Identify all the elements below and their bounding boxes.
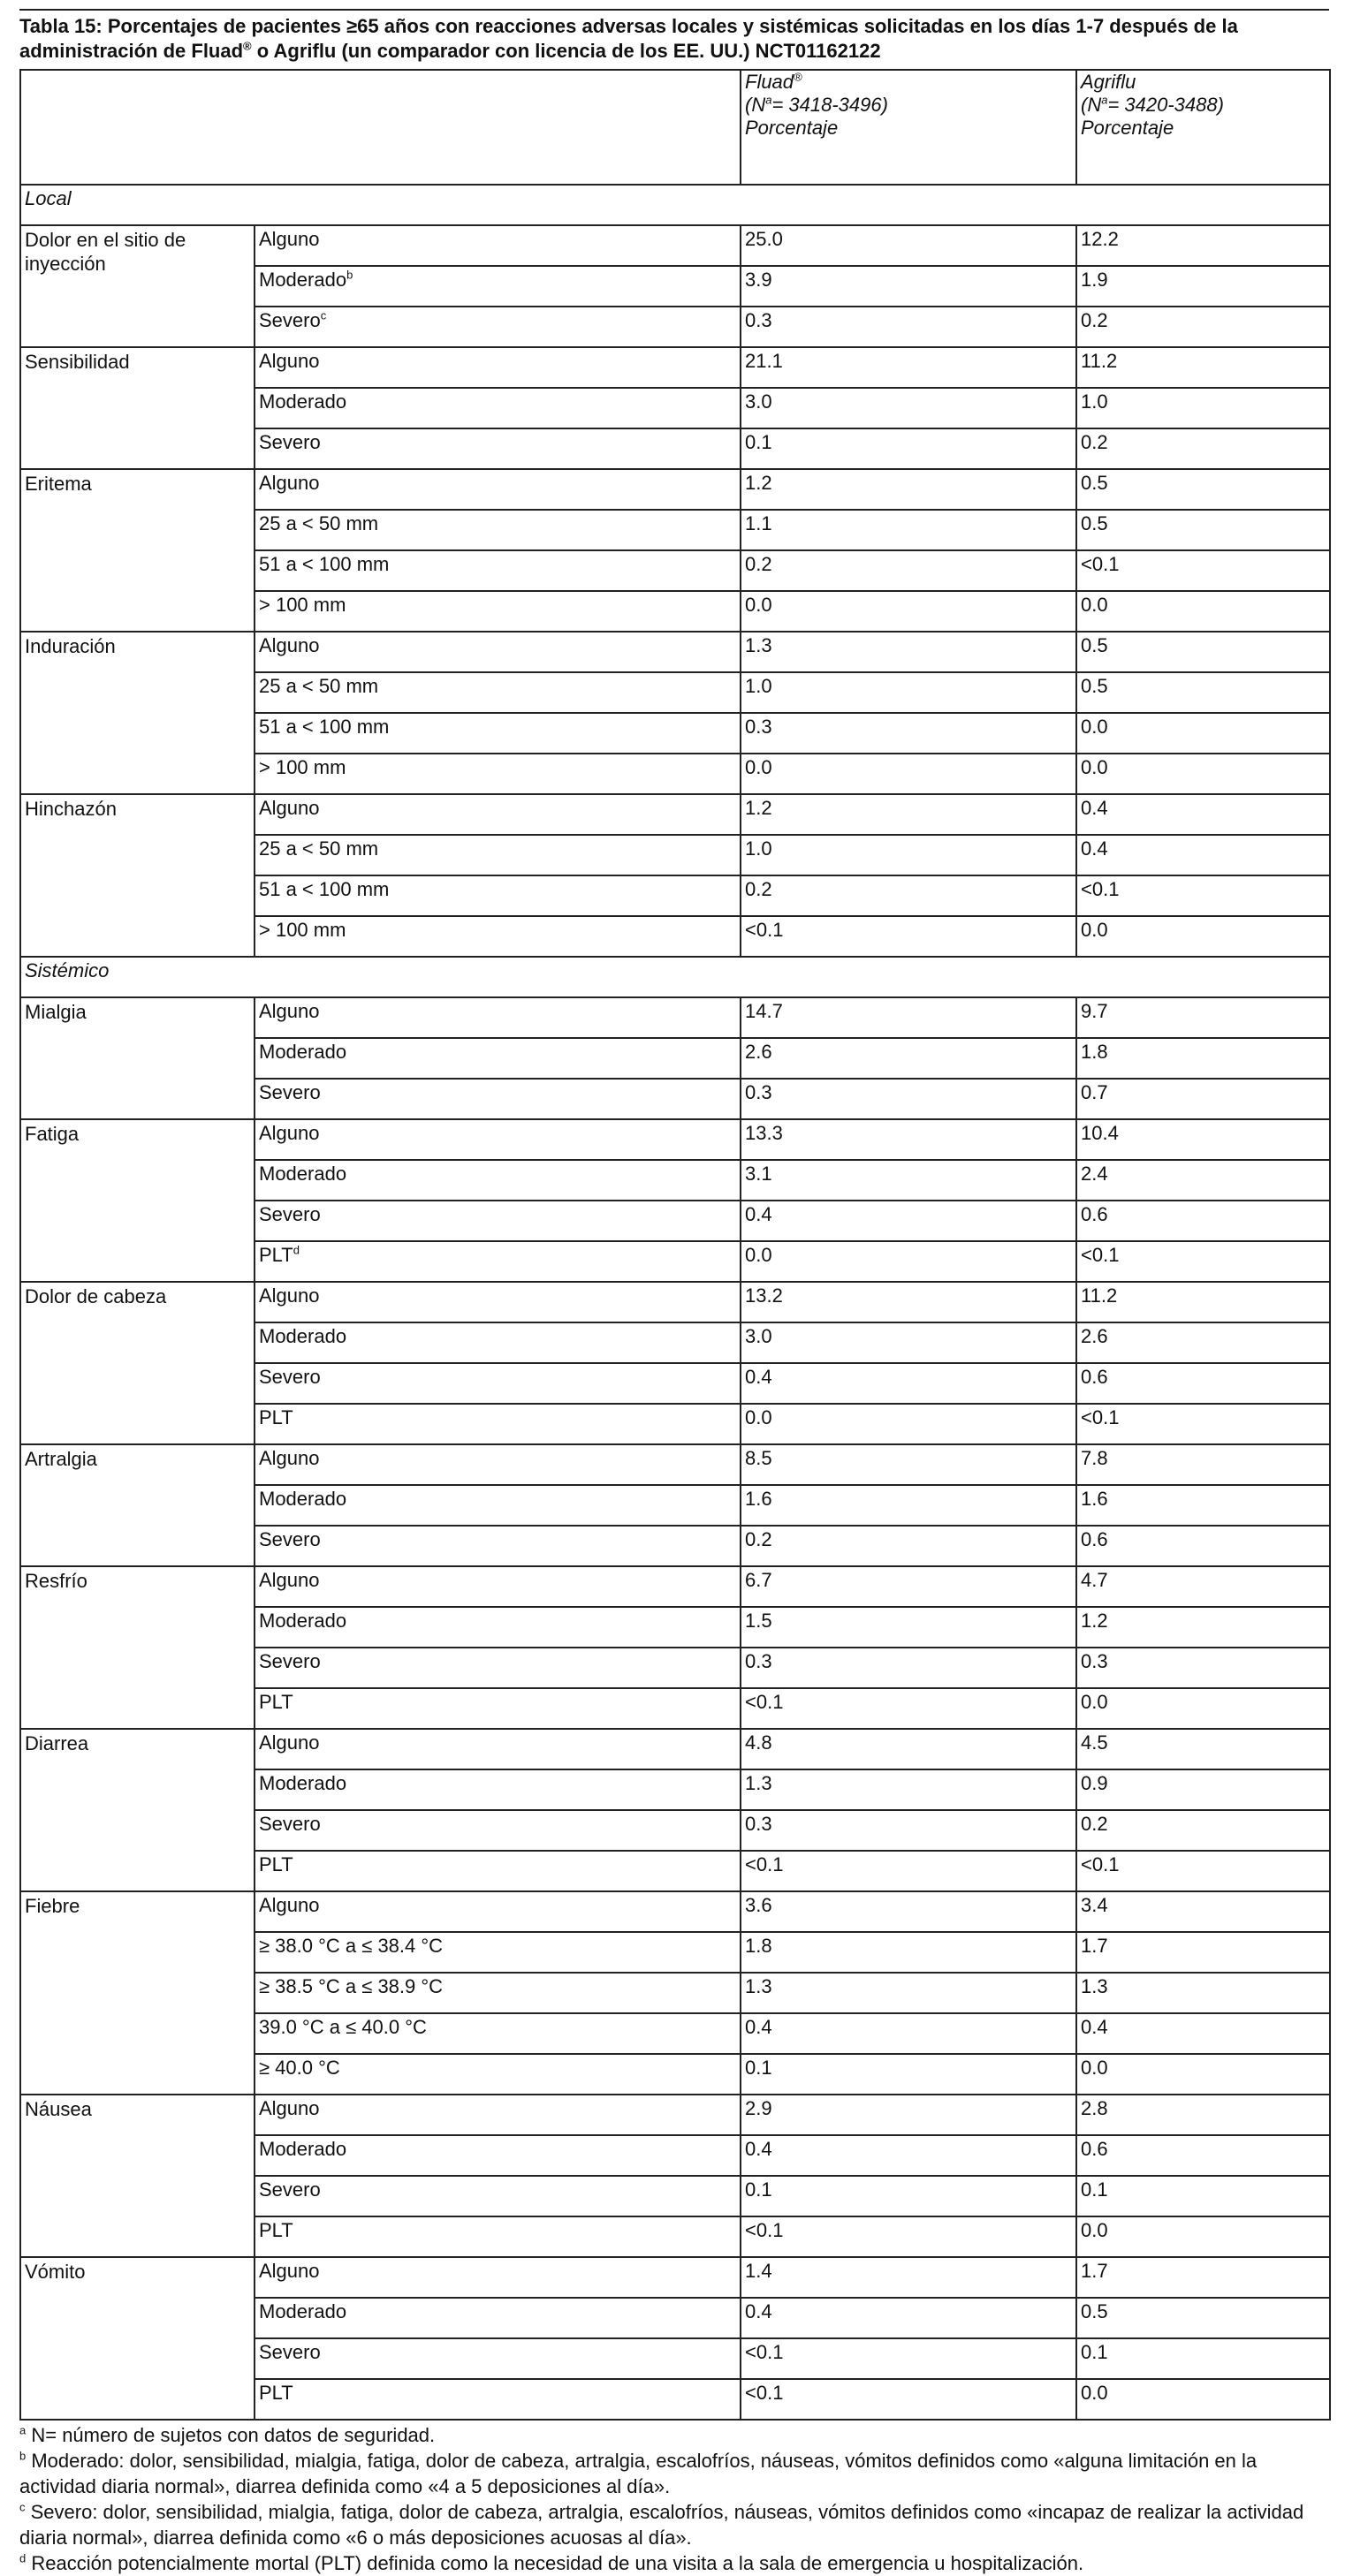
condition-name: Artralgia bbox=[20, 1444, 255, 1566]
agriflu-value: 0.5 bbox=[1076, 672, 1330, 713]
agriflu-unit: Porcentaje bbox=[1081, 117, 1174, 139]
severity-label: ≥ 38.0 °C a ≤ 38.4 °C bbox=[259, 1935, 444, 1957]
severity-cell bbox=[255, 1485, 741, 1526]
severity-label: 39.0 °C a ≤ 40.0 °C bbox=[259, 2016, 427, 2038]
section-title: Sistémico bbox=[20, 957, 1330, 997]
severity-label: Moderado bbox=[259, 1041, 347, 1063]
fluad-value: 0.4 bbox=[741, 2013, 1076, 2054]
severity-label: Alguno bbox=[259, 1569, 320, 1591]
severity-label: Moderado bbox=[259, 1488, 347, 1510]
severity-label: Severo bbox=[259, 309, 321, 331]
fluad-value: 0.4 bbox=[741, 2298, 1076, 2338]
fluad-n-prefix: (N bbox=[745, 94, 766, 116]
fluad-value: 1.0 bbox=[741, 835, 1076, 875]
agriflu-value: 0.0 bbox=[1076, 713, 1330, 754]
footnote-mark: d bbox=[19, 2551, 27, 2565]
severity-label: Alguno bbox=[259, 1122, 320, 1144]
severity-label: Alguno bbox=[259, 1000, 320, 1022]
table-row bbox=[20, 1444, 1330, 1485]
severity-cell bbox=[255, 754, 741, 794]
condition-name: Fatiga bbox=[20, 1119, 255, 1282]
severity-label: Moderado bbox=[259, 2300, 347, 2322]
agriflu-value: 0.6 bbox=[1076, 1201, 1330, 1241]
agriflu-value: 1.0 bbox=[1076, 388, 1330, 428]
severity-cell bbox=[255, 2135, 741, 2176]
fluad-n-sup: a bbox=[765, 93, 772, 107]
agriflu-value: 0.9 bbox=[1076, 1769, 1330, 1810]
severity-cell bbox=[255, 794, 741, 835]
agriflu-value: 0.3 bbox=[1076, 1648, 1330, 1688]
footnote bbox=[19, 2422, 1329, 2448]
fluad-value: 4.8 bbox=[741, 1729, 1076, 1769]
severity-label: Alguno bbox=[259, 1447, 320, 1469]
table-row bbox=[20, 1282, 1330, 1322]
fluad-value: 6.7 bbox=[741, 1566, 1076, 1607]
agriflu-value: 0.4 bbox=[1076, 835, 1330, 875]
severity-cell bbox=[255, 2257, 741, 2298]
fluad-value: 0.0 bbox=[741, 1241, 1076, 1282]
caption-middle: 65 años con reacciones adversas locales y sistémicas solicitadas en los días 1-7 después de la administración de Fluad bbox=[19, 15, 1238, 62]
severity-label: Severo bbox=[259, 1650, 321, 1672]
condition-name: Induración bbox=[20, 632, 255, 794]
severity-label: Severo bbox=[259, 1203, 321, 1225]
condition-name: Mialgia bbox=[20, 997, 255, 1119]
agriflu-value: 11.2 bbox=[1076, 1282, 1330, 1322]
agriflu-value: 1.7 bbox=[1076, 2257, 1330, 2298]
fluad-value: 0.4 bbox=[741, 1201, 1076, 1241]
table-body bbox=[20, 185, 1330, 2420]
agriflu-name: Agriflu bbox=[1081, 71, 1136, 93]
fluad-value: 1.2 bbox=[741, 469, 1076, 510]
severity-label: Moderado bbox=[259, 269, 347, 291]
table-row bbox=[20, 997, 1330, 1038]
agriflu-value: 0.0 bbox=[1076, 754, 1330, 794]
severity-cell bbox=[255, 1079, 741, 1119]
fluad-value: 0.2 bbox=[741, 1526, 1076, 1566]
severity-cell bbox=[255, 469, 741, 510]
severity-label: Moderado bbox=[259, 1325, 347, 1347]
agriflu-value: 2.4 bbox=[1076, 1160, 1330, 1201]
severity-cell bbox=[255, 916, 741, 957]
agriflu-value: 0.0 bbox=[1076, 2216, 1330, 2257]
condition-name: Sensibilidad bbox=[20, 347, 255, 469]
fluad-value: <0.1 bbox=[741, 2338, 1076, 2379]
severity-cell bbox=[255, 428, 741, 469]
severity-cell bbox=[255, 2379, 741, 2420]
agriflu-value: 11.2 bbox=[1076, 347, 1330, 388]
severity-label: Alguno bbox=[259, 228, 320, 250]
severity-label: Alguno bbox=[259, 2097, 320, 2119]
severity-cell bbox=[255, 307, 741, 347]
severity-cell bbox=[255, 672, 741, 713]
severity-cell bbox=[255, 2216, 741, 2257]
severity-cell bbox=[255, 713, 741, 754]
severity-cell bbox=[255, 1932, 741, 1973]
severity-cell bbox=[255, 1282, 741, 1322]
agriflu-value: 0.2 bbox=[1076, 428, 1330, 469]
table-row bbox=[20, 632, 1330, 672]
severity-cell bbox=[255, 1891, 741, 1932]
severity-label: Alguno bbox=[259, 1284, 320, 1307]
agriflu-value: 0.5 bbox=[1076, 469, 1330, 510]
agriflu-value: <0.1 bbox=[1076, 875, 1330, 916]
fluad-value: 1.8 bbox=[741, 1932, 1076, 1973]
severity-label: Severo bbox=[259, 1813, 321, 1835]
fluad-value: 0.3 bbox=[741, 1648, 1076, 1688]
footnote-mark: b bbox=[346, 268, 353, 282]
severity-label: Moderado bbox=[259, 1163, 347, 1185]
agriflu-value: 4.5 bbox=[1076, 1729, 1330, 1769]
footnote-text: N= número de sujetos con datos de seguridad. bbox=[26, 2424, 436, 2446]
fluad-value: 3.9 bbox=[741, 266, 1076, 307]
severity-cell bbox=[255, 2054, 741, 2095]
fluad-value: <0.1 bbox=[741, 1688, 1076, 1729]
caption-registered-mark: ® bbox=[243, 39, 252, 53]
severity-cell bbox=[255, 2095, 741, 2135]
footnote-text: Reacción potencialmente mortal (PLT) definida como la necesidad de una visita a la sala de emergencia u hospitalización. bbox=[26, 2552, 1084, 2574]
adverse-reactions-table bbox=[19, 69, 1331, 2421]
severity-label: Alguno bbox=[259, 634, 320, 656]
severity-cell bbox=[255, 2298, 741, 2338]
severity-cell bbox=[255, 2176, 741, 2216]
fluad-value: 1.4 bbox=[741, 2257, 1076, 2298]
fluad-value: 1.5 bbox=[741, 1607, 1076, 1648]
condition-name: Resfrío bbox=[20, 1566, 255, 1729]
severity-cell bbox=[255, 1769, 741, 1810]
fluad-value: 2.6 bbox=[741, 1038, 1076, 1079]
agriflu-value: 1.8 bbox=[1076, 1038, 1330, 1079]
severity-cell bbox=[255, 1810, 741, 1851]
fluad-n-value: = 3418-3496) bbox=[771, 94, 888, 116]
severity-label: PLT bbox=[259, 1244, 293, 1266]
agriflu-value: 3.4 bbox=[1076, 1891, 1330, 1932]
fluad-value: 21.1 bbox=[741, 347, 1076, 388]
agriflu-value: 0.0 bbox=[1076, 1688, 1330, 1729]
severity-cell bbox=[255, 225, 741, 266]
severity-cell bbox=[255, 1566, 741, 1607]
header-blank-cell bbox=[20, 70, 741, 185]
severity-label: 51 a < 100 mm bbox=[259, 878, 390, 900]
severity-label: > 100 mm bbox=[259, 756, 346, 778]
fluad-value: 0.0 bbox=[741, 1404, 1076, 1444]
agriflu-value: 10.4 bbox=[1076, 1119, 1330, 1160]
agriflu-n-value: = 3420-3488) bbox=[1107, 94, 1224, 116]
agriflu-value: 12.2 bbox=[1076, 225, 1330, 266]
severity-cell bbox=[255, 1973, 741, 2013]
footnote-mark: c bbox=[320, 308, 327, 322]
fluad-value: 0.0 bbox=[741, 591, 1076, 632]
fluad-value: 0.1 bbox=[741, 428, 1076, 469]
fluad-value: 0.4 bbox=[741, 2135, 1076, 2176]
table-row bbox=[20, 2095, 1330, 2135]
footnote-text: Moderado: dolor, sensibilidad, mialgia, fatiga, dolor de cabeza, artralgia, escalofríos, náuseas, vómitos definidos como «alguna limitación en la actividad diaria normal», diarrea definida como «4 a 5 deposiciones al día». bbox=[19, 2450, 1258, 2497]
section-row bbox=[20, 185, 1330, 225]
agriflu-value: 0.5 bbox=[1076, 2298, 1330, 2338]
condition-name: Dolor en el sitio de inyección bbox=[20, 225, 255, 347]
table-row bbox=[20, 2257, 1330, 2298]
agriflu-value: 0.0 bbox=[1076, 591, 1330, 632]
agriflu-value: 0.0 bbox=[1076, 2054, 1330, 2095]
fluad-value: 3.6 bbox=[741, 1891, 1076, 1932]
table-row bbox=[20, 1729, 1330, 1769]
header-agriflu bbox=[1076, 70, 1330, 185]
condition-name: Vómito bbox=[20, 2257, 255, 2420]
fluad-value: <0.1 bbox=[741, 916, 1076, 957]
severity-cell bbox=[255, 2338, 741, 2379]
caption-prefix: Tabla 15: Porcentajes de pacientes bbox=[19, 15, 347, 37]
agriflu-value: 4.7 bbox=[1076, 1566, 1330, 1607]
severity-cell bbox=[255, 591, 741, 632]
fluad-registered-mark: ® bbox=[794, 70, 802, 84]
agriflu-value: 0.7 bbox=[1076, 1079, 1330, 1119]
fluad-value: <0.1 bbox=[741, 2216, 1076, 2257]
fluad-value: 3.0 bbox=[741, 1322, 1076, 1363]
severity-cell bbox=[255, 1038, 741, 1079]
footnote-mark: d bbox=[293, 1243, 300, 1257]
severity-label: PLT bbox=[259, 1853, 293, 1875]
severity-label: PLT bbox=[259, 1691, 293, 1713]
agriflu-value: 2.8 bbox=[1076, 2095, 1330, 2135]
fluad-value: 0.4 bbox=[741, 1363, 1076, 1404]
agriflu-value: 0.6 bbox=[1076, 1526, 1330, 1566]
severity-cell bbox=[255, 632, 741, 672]
fluad-value: <0.1 bbox=[741, 1851, 1076, 1891]
severity-cell bbox=[255, 1729, 741, 1769]
fluad-value: 13.2 bbox=[741, 1282, 1076, 1322]
fluad-value: 0.3 bbox=[741, 307, 1076, 347]
severity-cell bbox=[255, 1241, 741, 1282]
agriflu-value: 0.4 bbox=[1076, 794, 1330, 835]
severity-label: PLT bbox=[259, 2382, 293, 2404]
table-row bbox=[20, 794, 1330, 835]
footnotes bbox=[19, 2422, 1329, 2576]
severity-label: Severo bbox=[259, 1366, 321, 1388]
fluad-value: 0.3 bbox=[741, 1079, 1076, 1119]
fluad-value: 1.1 bbox=[741, 510, 1076, 550]
fluad-value: 1.3 bbox=[741, 632, 1076, 672]
condition-name: Dolor de cabeza bbox=[20, 1282, 255, 1444]
section-row bbox=[20, 957, 1330, 997]
fluad-value: 0.1 bbox=[741, 2054, 1076, 2095]
severity-cell bbox=[255, 2013, 741, 2054]
fluad-value: 1.3 bbox=[741, 1769, 1076, 1810]
footnote-mark: c bbox=[19, 2500, 26, 2514]
fluad-value: 3.1 bbox=[741, 1160, 1076, 1201]
agriflu-value: 1.7 bbox=[1076, 1932, 1330, 1973]
severity-label: Alguno bbox=[259, 472, 320, 494]
fluad-value: 25.0 bbox=[741, 225, 1076, 266]
header-row bbox=[20, 70, 1330, 185]
severity-cell bbox=[255, 835, 741, 875]
severity-cell bbox=[255, 875, 741, 916]
footnote-mark: a bbox=[19, 2423, 27, 2437]
fluad-value: 0.2 bbox=[741, 550, 1076, 591]
agriflu-value: 0.6 bbox=[1076, 2135, 1330, 2176]
table-row bbox=[20, 347, 1330, 388]
fluad-value: <0.1 bbox=[741, 2379, 1076, 2420]
severity-cell bbox=[255, 1526, 741, 1566]
severity-label: > 100 mm bbox=[259, 594, 346, 616]
severity-cell bbox=[255, 1119, 741, 1160]
table-row bbox=[20, 1566, 1330, 1607]
caption-ge-symbol: ≥ bbox=[346, 15, 358, 37]
severity-label: Alguno bbox=[259, 1894, 320, 1916]
agriflu-value: 0.0 bbox=[1076, 916, 1330, 957]
severity-label: Moderado bbox=[259, 1772, 347, 1794]
severity-label: 25 a < 50 mm bbox=[259, 512, 379, 534]
agriflu-value: <0.1 bbox=[1076, 1851, 1330, 1891]
severity-cell bbox=[255, 1160, 741, 1201]
severity-cell bbox=[255, 1404, 741, 1444]
footnote bbox=[19, 2448, 1329, 2499]
severity-label: Severo bbox=[259, 431, 321, 453]
fluad-unit: Porcentaje bbox=[745, 117, 839, 139]
agriflu-value: 0.4 bbox=[1076, 2013, 1330, 2054]
severity-cell bbox=[255, 1688, 741, 1729]
fluad-value: 1.6 bbox=[741, 1485, 1076, 1526]
agriflu-value: 0.5 bbox=[1076, 632, 1330, 672]
severity-label: PLT bbox=[259, 2219, 293, 2241]
fluad-value: 0.3 bbox=[741, 713, 1076, 754]
table-row bbox=[20, 225, 1330, 266]
fluad-value: 1.3 bbox=[741, 1973, 1076, 2013]
severity-label: Moderado bbox=[259, 2138, 347, 2160]
fluad-value: 0.3 bbox=[741, 1810, 1076, 1851]
severity-cell bbox=[255, 510, 741, 550]
condition-name: Náusea bbox=[20, 2095, 255, 2257]
agriflu-n-prefix: (N bbox=[1081, 94, 1102, 116]
severity-cell bbox=[255, 1648, 741, 1688]
agriflu-value: 1.9 bbox=[1076, 266, 1330, 307]
footnote-text: Severo: dolor, sensibilidad, mialgia, fatiga, dolor de cabeza, artralgia, escalofríos, náuseas, vómitos definidos como «incapaz de realizar la actividad diaria normal», diarrea definida como «6 o más deposiciones acuosas al día». bbox=[19, 2501, 1304, 2549]
fluad-value: 2.9 bbox=[741, 2095, 1076, 2135]
fluad-name: Fluad bbox=[745, 71, 794, 93]
agriflu-value: 0.2 bbox=[1076, 307, 1330, 347]
agriflu-value: 1.6 bbox=[1076, 1485, 1330, 1526]
agriflu-value: 7.8 bbox=[1076, 1444, 1330, 1485]
severity-cell bbox=[255, 1607, 741, 1648]
severity-label: PLT bbox=[259, 1406, 293, 1428]
agriflu-value: <0.1 bbox=[1076, 1404, 1330, 1444]
severity-label: 25 a < 50 mm bbox=[259, 675, 379, 697]
fluad-value: 0.1 bbox=[741, 2176, 1076, 2216]
agriflu-value: 0.2 bbox=[1076, 1810, 1330, 1851]
agriflu-value: 0.1 bbox=[1076, 2338, 1330, 2379]
fluad-value: 13.3 bbox=[741, 1119, 1076, 1160]
footnote bbox=[19, 2499, 1329, 2550]
fluad-value: 1.2 bbox=[741, 794, 1076, 835]
agriflu-n-sup: a bbox=[1101, 93, 1108, 107]
severity-label: > 100 mm bbox=[259, 919, 346, 941]
severity-label: 51 a < 100 mm bbox=[259, 553, 390, 575]
severity-label: ≥ 38.5 °C a ≤ 38.9 °C bbox=[259, 1975, 444, 1997]
condition-name: Fiebre bbox=[20, 1891, 255, 2095]
severity-cell bbox=[255, 388, 741, 428]
severity-label: Alguno bbox=[259, 1731, 320, 1754]
severity-cell bbox=[255, 1322, 741, 1363]
severity-label: Severo bbox=[259, 2341, 321, 2363]
severity-label: Moderado bbox=[259, 390, 347, 413]
agriflu-value: 1.3 bbox=[1076, 1973, 1330, 2013]
severity-label: Severo bbox=[259, 1528, 321, 1550]
severity-label: ≥ 40.0 °C bbox=[259, 2057, 340, 2079]
fluad-value: 1.0 bbox=[741, 672, 1076, 713]
severity-cell bbox=[255, 1363, 741, 1404]
severity-label: 51 a < 100 mm bbox=[259, 716, 390, 738]
fluad-value: 0.2 bbox=[741, 875, 1076, 916]
table-row bbox=[20, 1119, 1330, 1160]
condition-name: Diarrea bbox=[20, 1729, 255, 1891]
condition-name: Hinchazón bbox=[20, 794, 255, 957]
severity-cell bbox=[255, 347, 741, 388]
severity-cell bbox=[255, 1444, 741, 1485]
severity-label: Alguno bbox=[259, 2260, 320, 2282]
severity-cell bbox=[255, 550, 741, 591]
condition-name: Eritema bbox=[20, 469, 255, 632]
fluad-value: 14.7 bbox=[741, 997, 1076, 1038]
fluad-value: 8.5 bbox=[741, 1444, 1076, 1485]
caption-suffix: o Agriflu (un comparador con licencia de los EE. UU.) NCT01162122 bbox=[251, 40, 881, 62]
agriflu-value: <0.1 bbox=[1076, 1241, 1330, 1282]
agriflu-value: 0.6 bbox=[1076, 1363, 1330, 1404]
footnote-mark: b bbox=[19, 2449, 27, 2463]
table-row bbox=[20, 1891, 1330, 1932]
severity-label: 25 a < 50 mm bbox=[259, 837, 379, 860]
section-title: Local bbox=[20, 185, 1330, 225]
severity-label: Moderado bbox=[259, 1610, 347, 1632]
severity-label: Severo bbox=[259, 2178, 321, 2201]
severity-cell bbox=[255, 1201, 741, 1241]
severity-cell bbox=[255, 1851, 741, 1891]
table-caption bbox=[19, 9, 1329, 64]
fluad-value: 0.0 bbox=[741, 754, 1076, 794]
table-row bbox=[20, 469, 1330, 510]
fluad-value: 3.0 bbox=[741, 388, 1076, 428]
agriflu-value: <0.1 bbox=[1076, 550, 1330, 591]
agriflu-value: 9.7 bbox=[1076, 997, 1330, 1038]
header-fluad bbox=[741, 70, 1076, 185]
footnote bbox=[19, 2550, 1329, 2576]
agriflu-value: 1.2 bbox=[1076, 1607, 1330, 1648]
severity-cell bbox=[255, 266, 741, 307]
severity-label: Alguno bbox=[259, 797, 320, 819]
agriflu-value: 0.0 bbox=[1076, 2379, 1330, 2420]
severity-label: Severo bbox=[259, 1081, 321, 1103]
severity-cell bbox=[255, 997, 741, 1038]
severity-label: Alguno bbox=[259, 350, 320, 372]
document bbox=[19, 9, 1329, 2576]
agriflu-value: 0.5 bbox=[1076, 510, 1330, 550]
agriflu-value: 2.6 bbox=[1076, 1322, 1330, 1363]
agriflu-value: 0.1 bbox=[1076, 2176, 1330, 2216]
